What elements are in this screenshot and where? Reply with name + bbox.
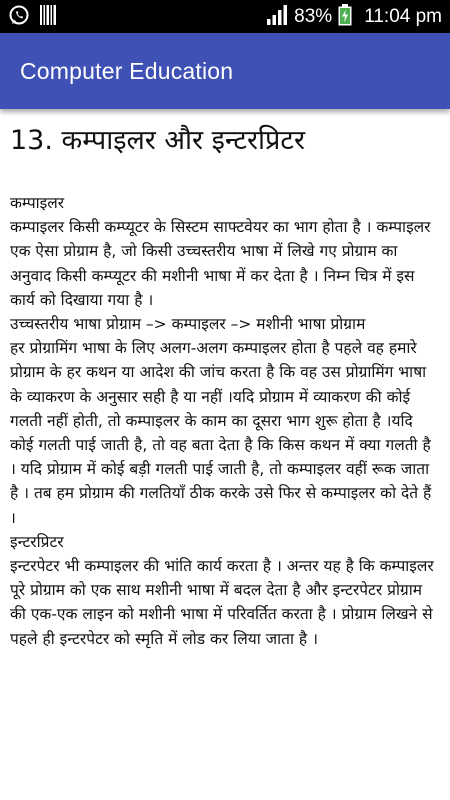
app-title: Computer Education bbox=[20, 57, 234, 84]
page-title: 13. कम्पाइलर और इन्टरप्रिटर bbox=[10, 125, 306, 156]
barcode-icon bbox=[40, 5, 56, 29]
section-heading-interpreter: इन्टरप्रिटर bbox=[10, 532, 64, 551]
system-indicators bbox=[266, 4, 442, 30]
paragraph-interpreter-details: इन्टरपेटर भी कम्पाइलर की भांति कार्य करता है । अन्तर यह है कि कम्पाइलर पूरे प्रोग्राम को एक साथ मशीनी भाषा में बदल देता है और इन्टरपेटर प्रोग्राम की एक-एक लाइन को मशीनी भाषा में परिवर्तित करता है । प्रोग्राम लिखने से पहले ही इन्टरपेटर को स्मृति में लोड कर लिया जाता है । bbox=[10, 557, 434, 648]
battery-charging-icon bbox=[338, 4, 352, 30]
section-heading-compiler: कम्पाइलर bbox=[10, 194, 65, 212]
paragraph-compiler-definition: कम्पाइलर किसी कम्प्यूटर के सिस्टम साफ्टवेयर का भाग होता है । कम्पाइलर एक ऐसा प्रोग्राम है, जो किसी उच्चस्तरीय भाषा में लिखे गए प्रोग्राम का अनुवाद किसी कम्प्यूटर की मशीनी भाषा में कर देता है । निम्न चित्र में इस कार्य को दिखाया गया है । bbox=[10, 218, 431, 309]
notification-icons bbox=[8, 4, 56, 30]
status-bar bbox=[0, 0, 450, 33]
whatsapp-icon bbox=[8, 4, 30, 30]
clock: 11:04 pm bbox=[364, 5, 442, 27]
battery-percent: 83% bbox=[294, 5, 333, 27]
signal-icon bbox=[266, 5, 288, 29]
paragraph-compiler-flow: उच्चस्तरीय भाषा प्रोग्राम –> कम्पाइलर –> मशीनी भाषा प्रोग्राम bbox=[10, 315, 366, 334]
app-bar bbox=[0, 33, 450, 109]
paragraph-compiler-details: हर प्रोग्रामिंग भाषा के लिए अलग-अलग कम्पाइलर होता है पहले वह हमारे प्रोग्राम के हर कथन या आदेश की जांच करता है कि वह उस प्रोग्रामिंग भाषा के व्याकरण के अनुसार सही है या नहीं ।यदि प्रोग्राम में व्याकरण की कोई गलती नहीं होती, तो कम्पाइलर के काम का दूसरा भाग शुरू होता है ।यदि कोई गलती पाई जाती है, तो वह बता देता है कि किस कथन में क्या गलती है । यदि प्रोग्राम में कोई बड़ी गलती पाई जाती है, तो कम्पाइलर वहीं रूक जाता है । तब हम प्रोग्राम की गलतियाँ ठीक करके उसे फिर से कम्पाइलर को देते हैं । bbox=[10, 339, 432, 527]
article-content[interactable] bbox=[0, 109, 450, 800]
